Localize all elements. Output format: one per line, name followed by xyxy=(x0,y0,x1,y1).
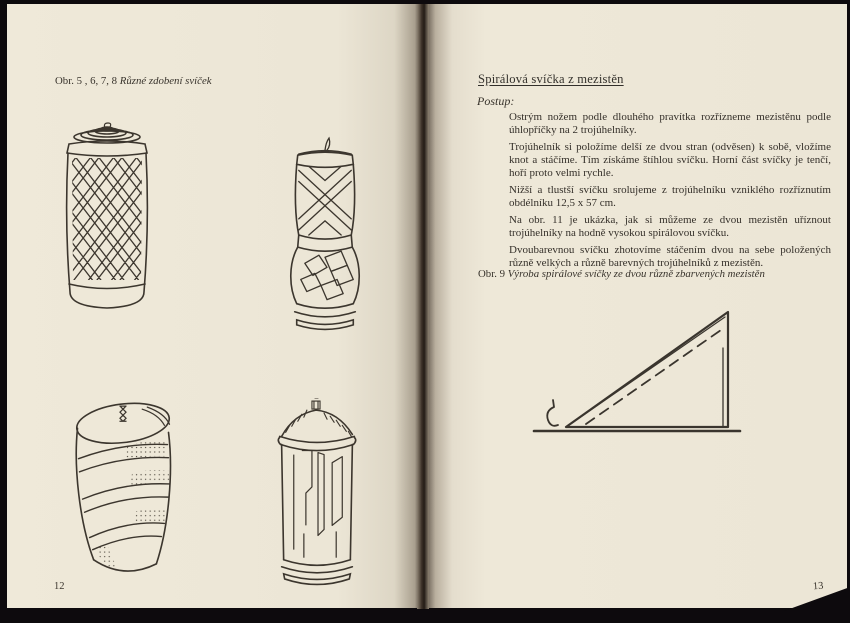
procedure-steps xyxy=(509,111,831,274)
step-paragraph: Ostrým nožem podle dlouhého pravítka rozřízneme mezistěnu podle úhlopříčky na 2 trojúhelníky. xyxy=(509,111,831,136)
candle-cross-band-drawing xyxy=(284,134,366,334)
candle-vertical-panel-drawing xyxy=(273,398,361,586)
right-figure-caption xyxy=(478,268,765,280)
step-paragraph: Na obr. 11 je ukázka, jak si můžeme ze dvou mezistěn uříznout trojúhelníky na hodně vysokou spirálovou svíčku. xyxy=(509,214,831,239)
caption-text: Různé zdobení svíček xyxy=(119,75,212,87)
procedure-label: Postup: xyxy=(477,94,515,108)
step-paragraph: Trojúhelník si položíme delší ze dvou stran (odvěsen) k sobě, vložíme knot a stáčíme. Tím získáme štíhlou svíčku. Horní část svíčky je tenčí, hoří proto velmi rychle. xyxy=(509,141,831,179)
triangle-cutting-diagram xyxy=(531,300,745,442)
scan-border-top xyxy=(0,0,850,4)
candle-spiral-stripe-drawing xyxy=(71,396,175,578)
right-page xyxy=(427,4,847,608)
left-page-number: 12 xyxy=(54,581,65,592)
left-figure-caption xyxy=(55,75,212,87)
caption-number: Obr. 5 , 6, 7, 8 xyxy=(55,75,120,87)
scan-border-bottom xyxy=(0,609,850,623)
left-page xyxy=(7,4,419,608)
caption-number: Obr. 9 xyxy=(478,268,508,280)
step-paragraph: Nižší a tlustší svíčku srolujeme z trojúhelníku vzniklého rozříznutím obdélníku 12,5 x 57 cm. xyxy=(509,184,831,209)
right-page-number: 13 xyxy=(812,580,824,593)
step-paragraph: Dvoubarevnou svíčku zhotovíme stáčením dvou na sebe položených různě velkých a různě barevných trojúhelníků z mezistěn. xyxy=(509,244,831,269)
caption-text: Výroba spirálové svíčky ze dvou různě zbarvených mezistěn xyxy=(507,268,765,280)
section-heading: Spirálová svíčka z mezistěn xyxy=(478,72,624,86)
candle-basket-weave-drawing xyxy=(63,122,151,314)
book-gutter xyxy=(417,0,429,623)
